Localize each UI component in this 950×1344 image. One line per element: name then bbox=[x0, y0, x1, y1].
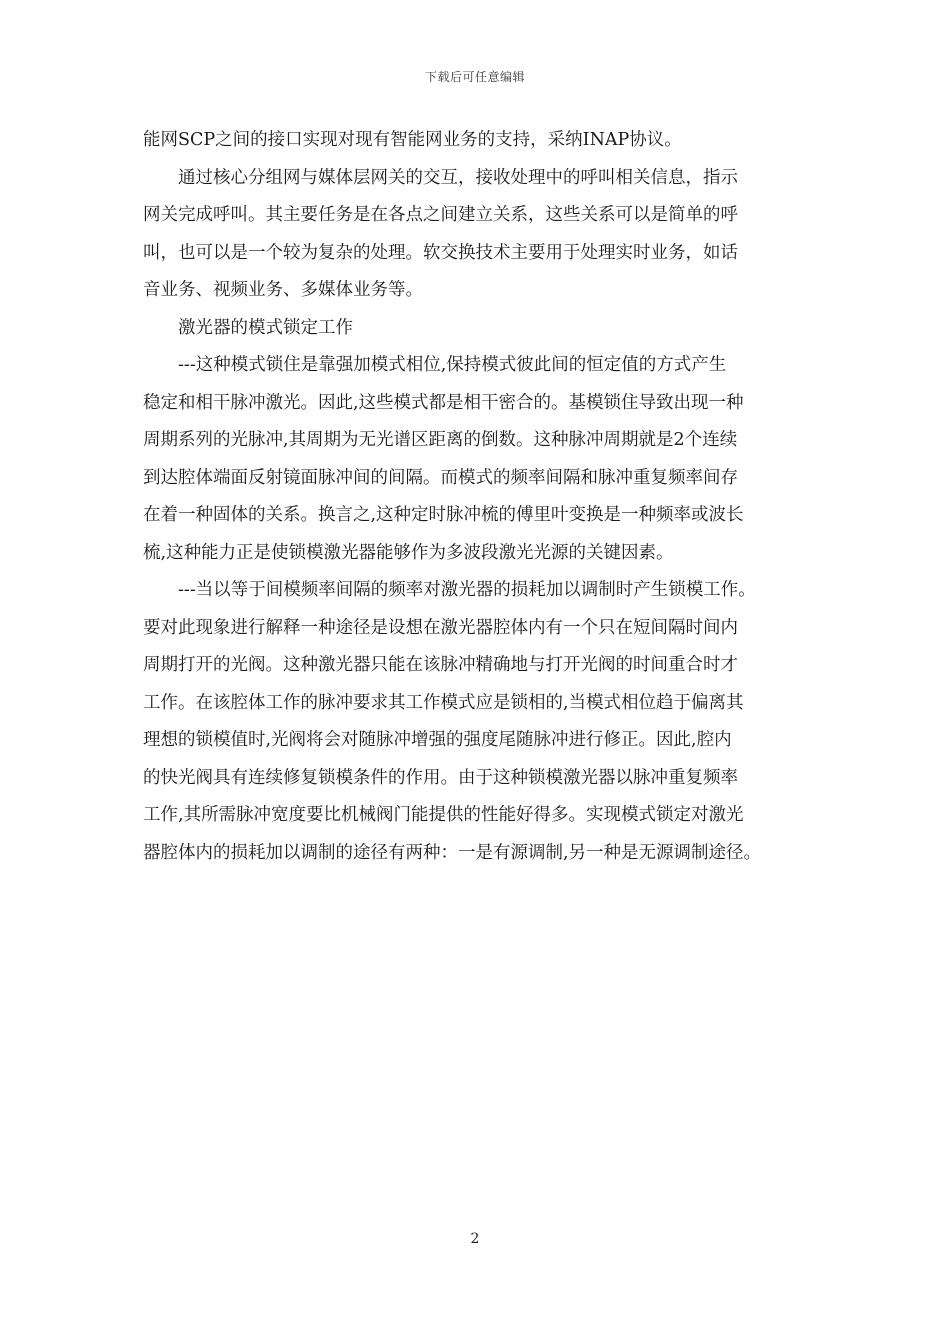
text-line: 到达腔体端面反射镜面脉冲间的间隔。而模式的频率间隔和脉冲重复频率间存 bbox=[143, 467, 738, 488]
text-line: 网关完成呼叫。其主要任务是在各点之间建立关系，这些关系可以是简单的呼 bbox=[143, 205, 738, 225]
paragraph-start-line: ---当以等于间模频率间隔的频率对激光器的损耗加以调制时产生锁模工作。 bbox=[178, 580, 756, 600]
text-line: 的快光阀具有连续修复锁模条件的作用。由于这种锁模激光器以脉冲重复频率 bbox=[143, 767, 738, 788]
text-line: 稳定和相干脉冲激光。因此,这些模式都是相干密合的。基模锁住导致出现一种 bbox=[143, 392, 744, 413]
text-line: 理想的锁模值时,光阀将会对随脉冲增强的强度尾随脉冲进行修正。因此,腔内 bbox=[143, 730, 732, 750]
paragraph-start-line: 通过核心分组网与媒体层网关的交互，接收处理中的呼叫相关信息，指示 bbox=[178, 167, 738, 188]
page-header: 下载后可任意编辑 bbox=[424, 70, 525, 84]
text-line: 周期系列的光脉冲,其周期为无光谱区距离的倒数。这种脉冲周期就是2个连续 bbox=[143, 430, 738, 450]
text-line: 能网SCP之间的接口实现对现有智能网业务的支持，采纳INAP协议。 bbox=[143, 130, 682, 150]
document-body bbox=[143, 122, 823, 872]
text-line: 工作,其所需脉冲宽度要比机械阀门能提供的性能好得多。实现模式锁定对激光 bbox=[143, 805, 744, 825]
text-line: 音业务、视频业务、多媒体业务等。 bbox=[143, 280, 423, 300]
text-line: 要对此现象进行解释一种途径是设想在激光器腔体内有一个只在短间隔时间内 bbox=[143, 617, 738, 638]
text-line: 周期打开的光阀。这种激光器只能在该脉冲精确地与打开光阀的时间重合时才 bbox=[143, 655, 738, 675]
text-line: 器腔体内的损耗加以调制的途径有两种：一是有源调制,另一种是无源调制途径。 bbox=[143, 842, 762, 863]
text-line: 工作。在该腔体工作的脉冲要求其工作模式应是锁相的,当模式相位趋于偏离其 bbox=[143, 692, 744, 713]
text-line: 在着一种固体的关系。换言之,这种定时脉冲梳的傅里叶变换是一种频率或波长 bbox=[143, 505, 744, 525]
text-line: 梳,这种能力正是使锁模激光器能够作为多波段激光光源的关键因素。 bbox=[143, 542, 674, 563]
paragraph-start-line: ---这种模式锁住是靠强加模式相位,保持模式彼此间的恒定值的方式产生 bbox=[178, 355, 727, 375]
section-heading: 激光器的模式锁定工作 bbox=[178, 317, 353, 338]
page-number: 2 bbox=[470, 1231, 480, 1247]
text-line: 叫，也可以是一个较为复杂的处理。软交换技术主要用于处理实时业务，如话 bbox=[143, 242, 738, 263]
